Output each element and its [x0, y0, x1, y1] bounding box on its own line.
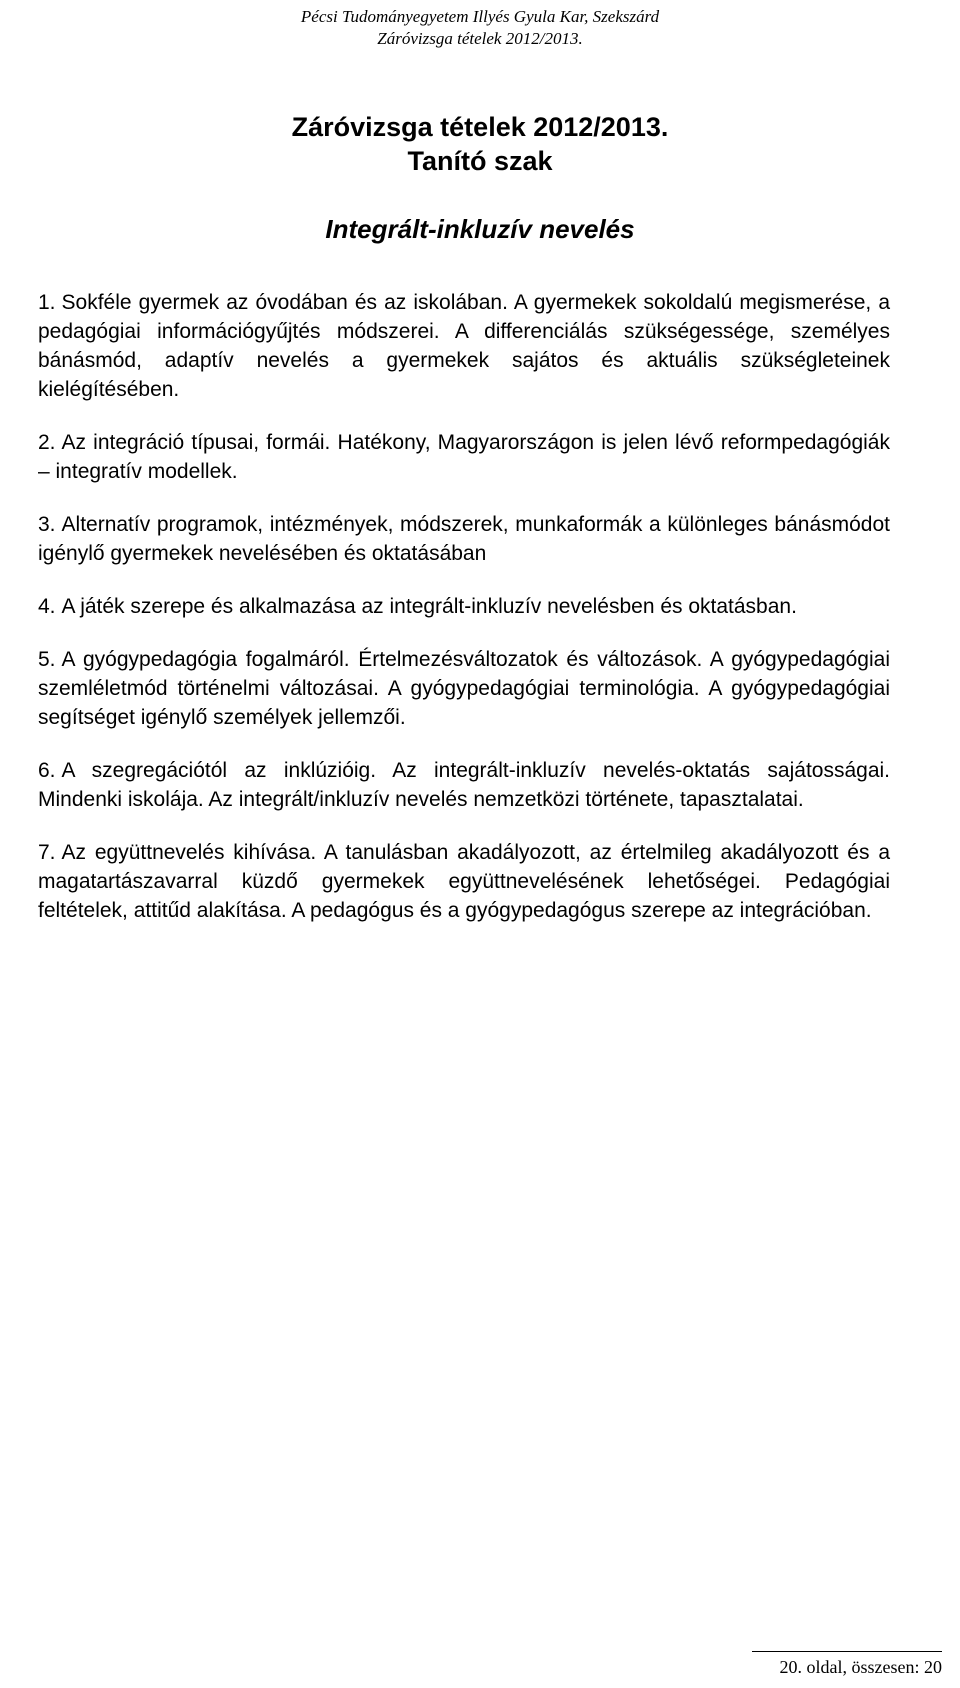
header-doc-title: Záróvizsga tételek 2012/2013. [377, 29, 583, 48]
topic-number: 3. [38, 513, 56, 536]
header-institution: Pécsi Tudományegyetem Illyés Gyula Kar, Szekszárd [300, 7, 660, 26]
subject-title: Integrált-inkluzív nevelés [325, 214, 635, 244]
topic-item [38, 288, 890, 404]
topic-text: Sokféle gyermek az óvodában és az iskolában. A gyermekek sokoldalú megismerése, a pedagógiai információgyűjtés módszerei. A differenciálás szükségessége, személyes bánásmód, adaptív nevelés a gyermekek sajátos és aktuális szükségleteinek kielégítésében. [38, 291, 890, 401]
footer-divider [752, 1651, 942, 1652]
topic-number: 4. [38, 595, 56, 618]
page-title [0, 110, 960, 178]
topic-item [38, 838, 890, 925]
topic-number: 7. [38, 841, 56, 864]
topic-text: Alternatív programok, intézmények, módszerek, munkaformák a különleges bánásmódot igénylő gyermekek nevelésében és oktatásában [38, 513, 890, 565]
topic-item [38, 592, 890, 621]
title-line-1: Záróvizsga tételek 2012/2013. [291, 112, 669, 142]
topic-list [38, 288, 890, 949]
page-footer: 20. oldal, összesen: 20 [779, 1657, 942, 1677]
page-header [0, 6, 960, 50]
topic-number: 2. [38, 431, 56, 454]
title-line-2: Tanító szak [407, 146, 553, 176]
topic-number: 1. [38, 291, 56, 314]
topic-text: Az integráció típusai, formái. Hatékony, Magyarországon is jelen lévő reformpedagógiák – integratív modellek. [38, 431, 890, 483]
topic-text: Az együttnevelés kihívása. A tanulásban akadályozott, az értelmileg akadályozott és a magatartászavarral küzdő gyermekek együttnevelésének lehetőségei. Pedagógiai feltételek, attitűd alakítása. A pedagógus és a gyógypedagógus szerepe az integrációban. [38, 841, 890, 922]
topic-number: 5. [38, 648, 56, 671]
topic-item [38, 428, 890, 486]
topic-item [38, 510, 890, 568]
topic-item [38, 645, 890, 732]
topic-text: A szegregációtól az inklúzióig. Az integrált-inkluzív nevelés-oktatás sajátosságai. Mindenki iskolája. Az integrált/inkluzív nevelés nemzetközi története, tapasztalatai. [38, 759, 890, 811]
topic-text: A gyógypedagógia fogalmáról. Értelmezésváltozatok és változások. A gyógypedagógiai szemléletmód történelmi változásai. A gyógypedagógiai terminológia. A gyógypedagógiai segítséget igénylő személyek jellemzői. [38, 648, 890, 729]
topic-text: A játék szerepe és alkalmazása az integrált-inkluzív nevelésben és oktatásban. [61, 595, 797, 618]
topic-item [38, 756, 890, 814]
topic-number: 6. [38, 759, 56, 782]
